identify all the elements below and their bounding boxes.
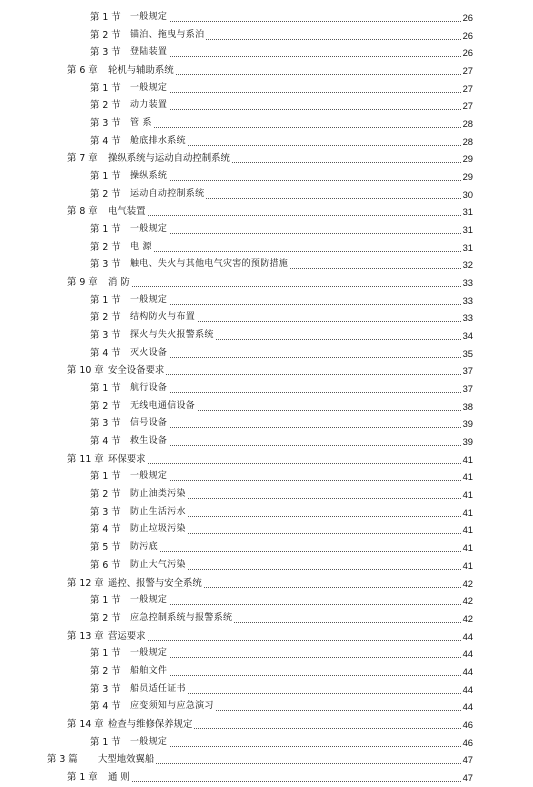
toc-page-number: 26 (461, 9, 473, 27)
toc-page-number: 34 (461, 327, 473, 345)
toc-dot-leader (130, 663, 461, 676)
toc-page-number: 41 (461, 504, 473, 522)
toc-entry-number: 第 3 节 (90, 330, 121, 342)
toc-section-entry[interactable] (0, 610, 533, 628)
toc-entry-title: 操纵系统 (130, 168, 169, 186)
toc-page-number: 37 (461, 362, 473, 380)
toc-page-number: 26 (461, 27, 473, 45)
toc-entry-title: 环保要求 (108, 451, 148, 469)
toc-dot-leader (130, 168, 461, 181)
toc-dot-leader (108, 451, 461, 464)
toc-entry-title: 营运要求 (108, 628, 148, 646)
toc-page-number: 39 (461, 433, 473, 451)
toc-entry-title: 管 系 (130, 115, 154, 133)
toc-entry-number: 第 5 节 (90, 542, 121, 554)
toc-page-number: 42 (461, 592, 473, 610)
toc-section-entry[interactable] (0, 734, 533, 752)
toc-section-entry[interactable] (0, 539, 533, 557)
toc-chapter-entry[interactable] (0, 575, 533, 593)
toc-page-number: 39 (461, 415, 473, 433)
toc-section-entry[interactable] (0, 468, 533, 486)
toc-dot-leader (130, 345, 461, 358)
toc-section-entry[interactable] (0, 486, 533, 504)
toc-entry-number: 第 6 章 (67, 65, 98, 77)
toc-section-entry[interactable] (0, 504, 533, 522)
toc-entry-title: 运动自动控制系统 (130, 186, 206, 204)
toc-page-number: 41 (461, 486, 473, 504)
toc-dot-leader (108, 769, 461, 782)
toc-section-entry[interactable] (0, 239, 533, 257)
toc-entry-number: 第 11 章 (67, 453, 104, 465)
toc-dot-leader (130, 80, 461, 93)
toc-dot-leader (130, 645, 461, 658)
toc-chapter-entry[interactable] (0, 203, 533, 221)
toc-section-entry[interactable] (0, 27, 533, 45)
toc-chapter-entry[interactable] (0, 716, 533, 734)
toc-entry-title: 应急控制系统与报警系统 (130, 610, 234, 628)
toc-section-entry[interactable] (0, 415, 533, 433)
toc-entry-title: 一般规定 (130, 221, 169, 239)
toc-page-number: 44 (461, 628, 473, 646)
toc-entry-number: 第 3 节 (90, 418, 121, 430)
toc-entry-title: 通 则 (108, 769, 132, 787)
toc-entry-title: 船员适任证书 (130, 681, 188, 699)
toc-entry-number: 第 2 节 (90, 188, 121, 200)
toc-section-entry[interactable] (0, 345, 533, 363)
toc-part-entry[interactable] (0, 751, 533, 769)
toc-entry-title: 安全设备要求 (108, 362, 166, 380)
toc-entry-title: 船舶文件 (130, 663, 169, 681)
toc-page-number: 41 (461, 468, 473, 486)
toc-section-entry[interactable] (0, 309, 533, 327)
toc-entry-number: 第 3 篇 (47, 754, 78, 766)
toc-page-number: 33 (461, 309, 473, 327)
toc-entry-number: 第 2 节 (90, 241, 121, 253)
toc-entry-number: 第 8 章 (67, 206, 98, 218)
toc-entry-number: 第 14 章 (67, 718, 104, 730)
toc-entry-number: 第 4 节 (90, 347, 121, 359)
toc-entry-number: 第 3 节 (90, 118, 121, 130)
toc-section-entry[interactable] (0, 698, 533, 716)
toc-entry-number: 第 1 节 (90, 736, 121, 748)
toc-entry-title: 防污底 (130, 539, 160, 557)
toc-chapter-entry[interactable] (0, 274, 533, 292)
toc-page-number: 41 (461, 451, 473, 469)
toc-entry-number: 第 12 章 (67, 577, 104, 589)
toc-page-number: 27 (461, 97, 473, 115)
toc-chapter-entry[interactable] (0, 628, 533, 646)
toc-entry-title: 一般规定 (130, 80, 169, 98)
toc-entry-title: 一般规定 (130, 645, 169, 663)
toc-entry-number: 第 2 节 (90, 612, 121, 624)
toc-entry-number: 第 1 节 (90, 595, 121, 607)
toc-section-entry[interactable] (0, 115, 533, 133)
toc-dot-leader (130, 380, 461, 393)
toc-chapter-entry[interactable] (0, 769, 533, 787)
toc-page-number: 26 (461, 44, 473, 62)
toc-entry-number: 第 9 章 (67, 277, 98, 289)
toc-section-entry[interactable] (0, 592, 533, 610)
toc-page-number: 42 (461, 610, 473, 628)
toc-entry-title: 动力装置 (130, 97, 169, 115)
toc-page-number: 46 (461, 716, 473, 734)
toc-dot-leader (130, 468, 461, 481)
toc-dot-leader (130, 415, 461, 428)
toc-page-number: 44 (461, 681, 473, 699)
toc-section-entry[interactable] (0, 663, 533, 681)
toc-page-number: 28 (461, 115, 473, 133)
toc-dot-leader (130, 734, 461, 747)
toc-section-entry[interactable] (0, 9, 533, 27)
toc-entry-title: 一般规定 (130, 592, 169, 610)
toc-entry-number: 第 13 章 (67, 630, 104, 642)
toc-entry-number: 第 6 节 (90, 559, 121, 571)
toc-dot-leader (130, 592, 461, 605)
toc-entry-number: 第 1 章 (67, 771, 98, 783)
toc-entry-number: 第 3 节 (90, 506, 121, 518)
toc-page-number: 35 (461, 345, 473, 363)
toc-entry-title: 防止生活污水 (130, 504, 188, 522)
toc-page-number: 47 (461, 769, 473, 787)
toc-entry-number: 第 3 节 (90, 47, 121, 59)
toc-section-entry[interactable] (0, 557, 533, 575)
toc-entry-title: 结构防火与布置 (130, 309, 197, 327)
toc-page-number: 29 (461, 150, 473, 168)
toc-entry-number: 第 4 节 (90, 135, 121, 147)
toc-entry-title: 防止油类污染 (130, 486, 188, 504)
toc-entry-title: 无线电通信设备 (130, 398, 197, 416)
toc-entry-number: 第 2 节 (90, 312, 121, 324)
toc-page-number: 44 (461, 698, 473, 716)
toc-page-number: 31 (461, 239, 473, 257)
toc-section-entry[interactable] (0, 521, 533, 539)
toc-entry-number: 第 10 章 (67, 365, 104, 377)
toc-entry-number: 第 2 节 (90, 400, 121, 412)
toc-page-number: 44 (461, 663, 473, 681)
toc-entry-title: 灭火设备 (130, 345, 169, 363)
toc-dot-leader (108, 274, 461, 287)
toc-section-entry[interactable] (0, 380, 533, 398)
toc-dot-leader (130, 433, 461, 446)
toc-dot-leader (108, 628, 461, 641)
toc-entry-number: 第 4 节 (90, 701, 121, 713)
toc-entry-number: 第 2 节 (90, 29, 121, 41)
toc-page-number: 41 (461, 521, 473, 539)
toc-dot-leader (130, 97, 461, 110)
toc-entry-number: 第 7 章 (67, 153, 98, 165)
toc-entry-number: 第 4 节 (90, 524, 121, 536)
toc-page-number: 42 (461, 575, 473, 593)
toc-page-number: 28 (461, 133, 473, 151)
toc-entry-title: 一般规定 (130, 468, 169, 486)
toc-section-entry[interactable] (0, 168, 533, 186)
toc-section-entry[interactable] (0, 221, 533, 239)
toc-page-number: 41 (461, 557, 473, 575)
toc-dot-leader (130, 221, 461, 234)
toc-entry-number: 第 2 节 (90, 489, 121, 501)
toc-entry-number: 第 1 节 (90, 171, 121, 183)
toc-chapter-entry[interactable] (0, 150, 533, 168)
toc-entry-number: 第 1 节 (90, 648, 121, 660)
toc-entry-title: 一般规定 (130, 734, 169, 752)
toc-entry-title: 航行设备 (130, 380, 169, 398)
toc-page-number: 33 (461, 292, 473, 310)
toc-entry-title: 遥控、报警与安全系统 (108, 575, 204, 593)
toc-entry-title: 锚泊、拖曳与系泊 (130, 27, 206, 45)
toc-page-number: 29 (461, 168, 473, 186)
toc-entry-title: 救生设备 (130, 433, 169, 451)
toc-dot-leader (130, 115, 461, 128)
toc-entry-title: 触电、失火与其他电气灾害的预防措施 (130, 256, 290, 274)
toc-chapter-entry[interactable] (0, 62, 533, 80)
toc-section-entry[interactable] (0, 645, 533, 663)
toc-page-number: 32 (461, 256, 473, 274)
toc-page-number: 47 (461, 751, 473, 769)
toc-entry-number: 第 1 节 (90, 294, 121, 306)
toc-entry-title: 应变须知与应急演习 (130, 698, 216, 716)
toc-page-number: 27 (461, 62, 473, 80)
toc-entry-number: 第 2 节 (90, 100, 121, 112)
toc-entry-title: 电气装置 (108, 203, 148, 221)
toc-section-entry[interactable] (0, 681, 533, 699)
toc-page-number: 30 (461, 186, 473, 204)
toc-entry-title: 一般规定 (130, 292, 169, 310)
toc-chapter-entry[interactable] (0, 362, 533, 380)
toc-entry-title: 检查与维修保养规定 (108, 716, 194, 734)
toc-entry-number: 第 1 节 (90, 82, 121, 94)
toc-chapter-entry[interactable] (0, 451, 533, 469)
toc-section-entry[interactable] (0, 327, 533, 345)
toc-entry-title: 信号设备 (130, 415, 169, 433)
toc-page-number: 27 (461, 80, 473, 98)
toc-entry-title: 一般规定 (130, 9, 169, 27)
toc-entry-title: 轮机与辅助系统 (108, 62, 176, 80)
toc-section-entry[interactable] (0, 44, 533, 62)
toc-section-entry[interactable] (0, 256, 533, 274)
toc-entry-title: 登陆装置 (130, 44, 169, 62)
toc-entry-title: 探火与失火报警系统 (130, 327, 216, 345)
toc-entry-title: 电 源 (130, 239, 154, 257)
toc-dot-leader (130, 539, 461, 552)
toc-entry-title: 消 防 (108, 274, 132, 292)
toc-page-number: 33 (461, 274, 473, 292)
toc-section-entry[interactable] (0, 80, 533, 98)
toc-page-number: 41 (461, 539, 473, 557)
toc-section-entry[interactable] (0, 433, 533, 451)
toc-dot-leader (130, 44, 461, 57)
toc-entry-title: 舱底排水系统 (130, 133, 188, 151)
toc-section-entry[interactable] (0, 186, 533, 204)
toc-dot-leader (130, 239, 461, 252)
toc-entry-number: 第 1 节 (90, 224, 121, 236)
toc-entry-title: 防止大气污染 (130, 557, 188, 575)
toc-dot-leader (108, 203, 461, 216)
toc-entry-title: 防止垃圾污染 (130, 521, 188, 539)
toc-dot-leader (130, 9, 461, 22)
toc-page-number: 38 (461, 398, 473, 416)
toc-section-entry[interactable] (0, 133, 533, 151)
toc-entry-number: 第 1 节 (90, 12, 121, 23)
toc-page-number: 31 (461, 221, 473, 239)
toc-page-number: 37 (461, 380, 473, 398)
toc-page-number: 44 (461, 645, 473, 663)
toc-entry-title: 大型地效翼船 (98, 751, 156, 769)
toc-entry-number: 第 3 节 (90, 259, 121, 271)
table-of-contents (0, 9, 533, 787)
toc-section-entry[interactable] (0, 97, 533, 115)
toc-entry-number: 第 2 节 (90, 665, 121, 677)
toc-entry-number: 第 1 节 (90, 471, 121, 483)
toc-entry-title: 操纵系统与运动自动控制系统 (108, 150, 232, 168)
toc-section-entry[interactable] (0, 292, 533, 310)
toc-entry-number: 第 4 节 (90, 436, 121, 448)
toc-page-number: 31 (461, 203, 473, 221)
toc-page-number: 46 (461, 734, 473, 752)
toc-dot-leader (130, 292, 461, 305)
toc-entry-number: 第 1 节 (90, 383, 121, 395)
toc-section-entry[interactable] (0, 398, 533, 416)
toc-entry-number: 第 3 节 (90, 683, 121, 695)
